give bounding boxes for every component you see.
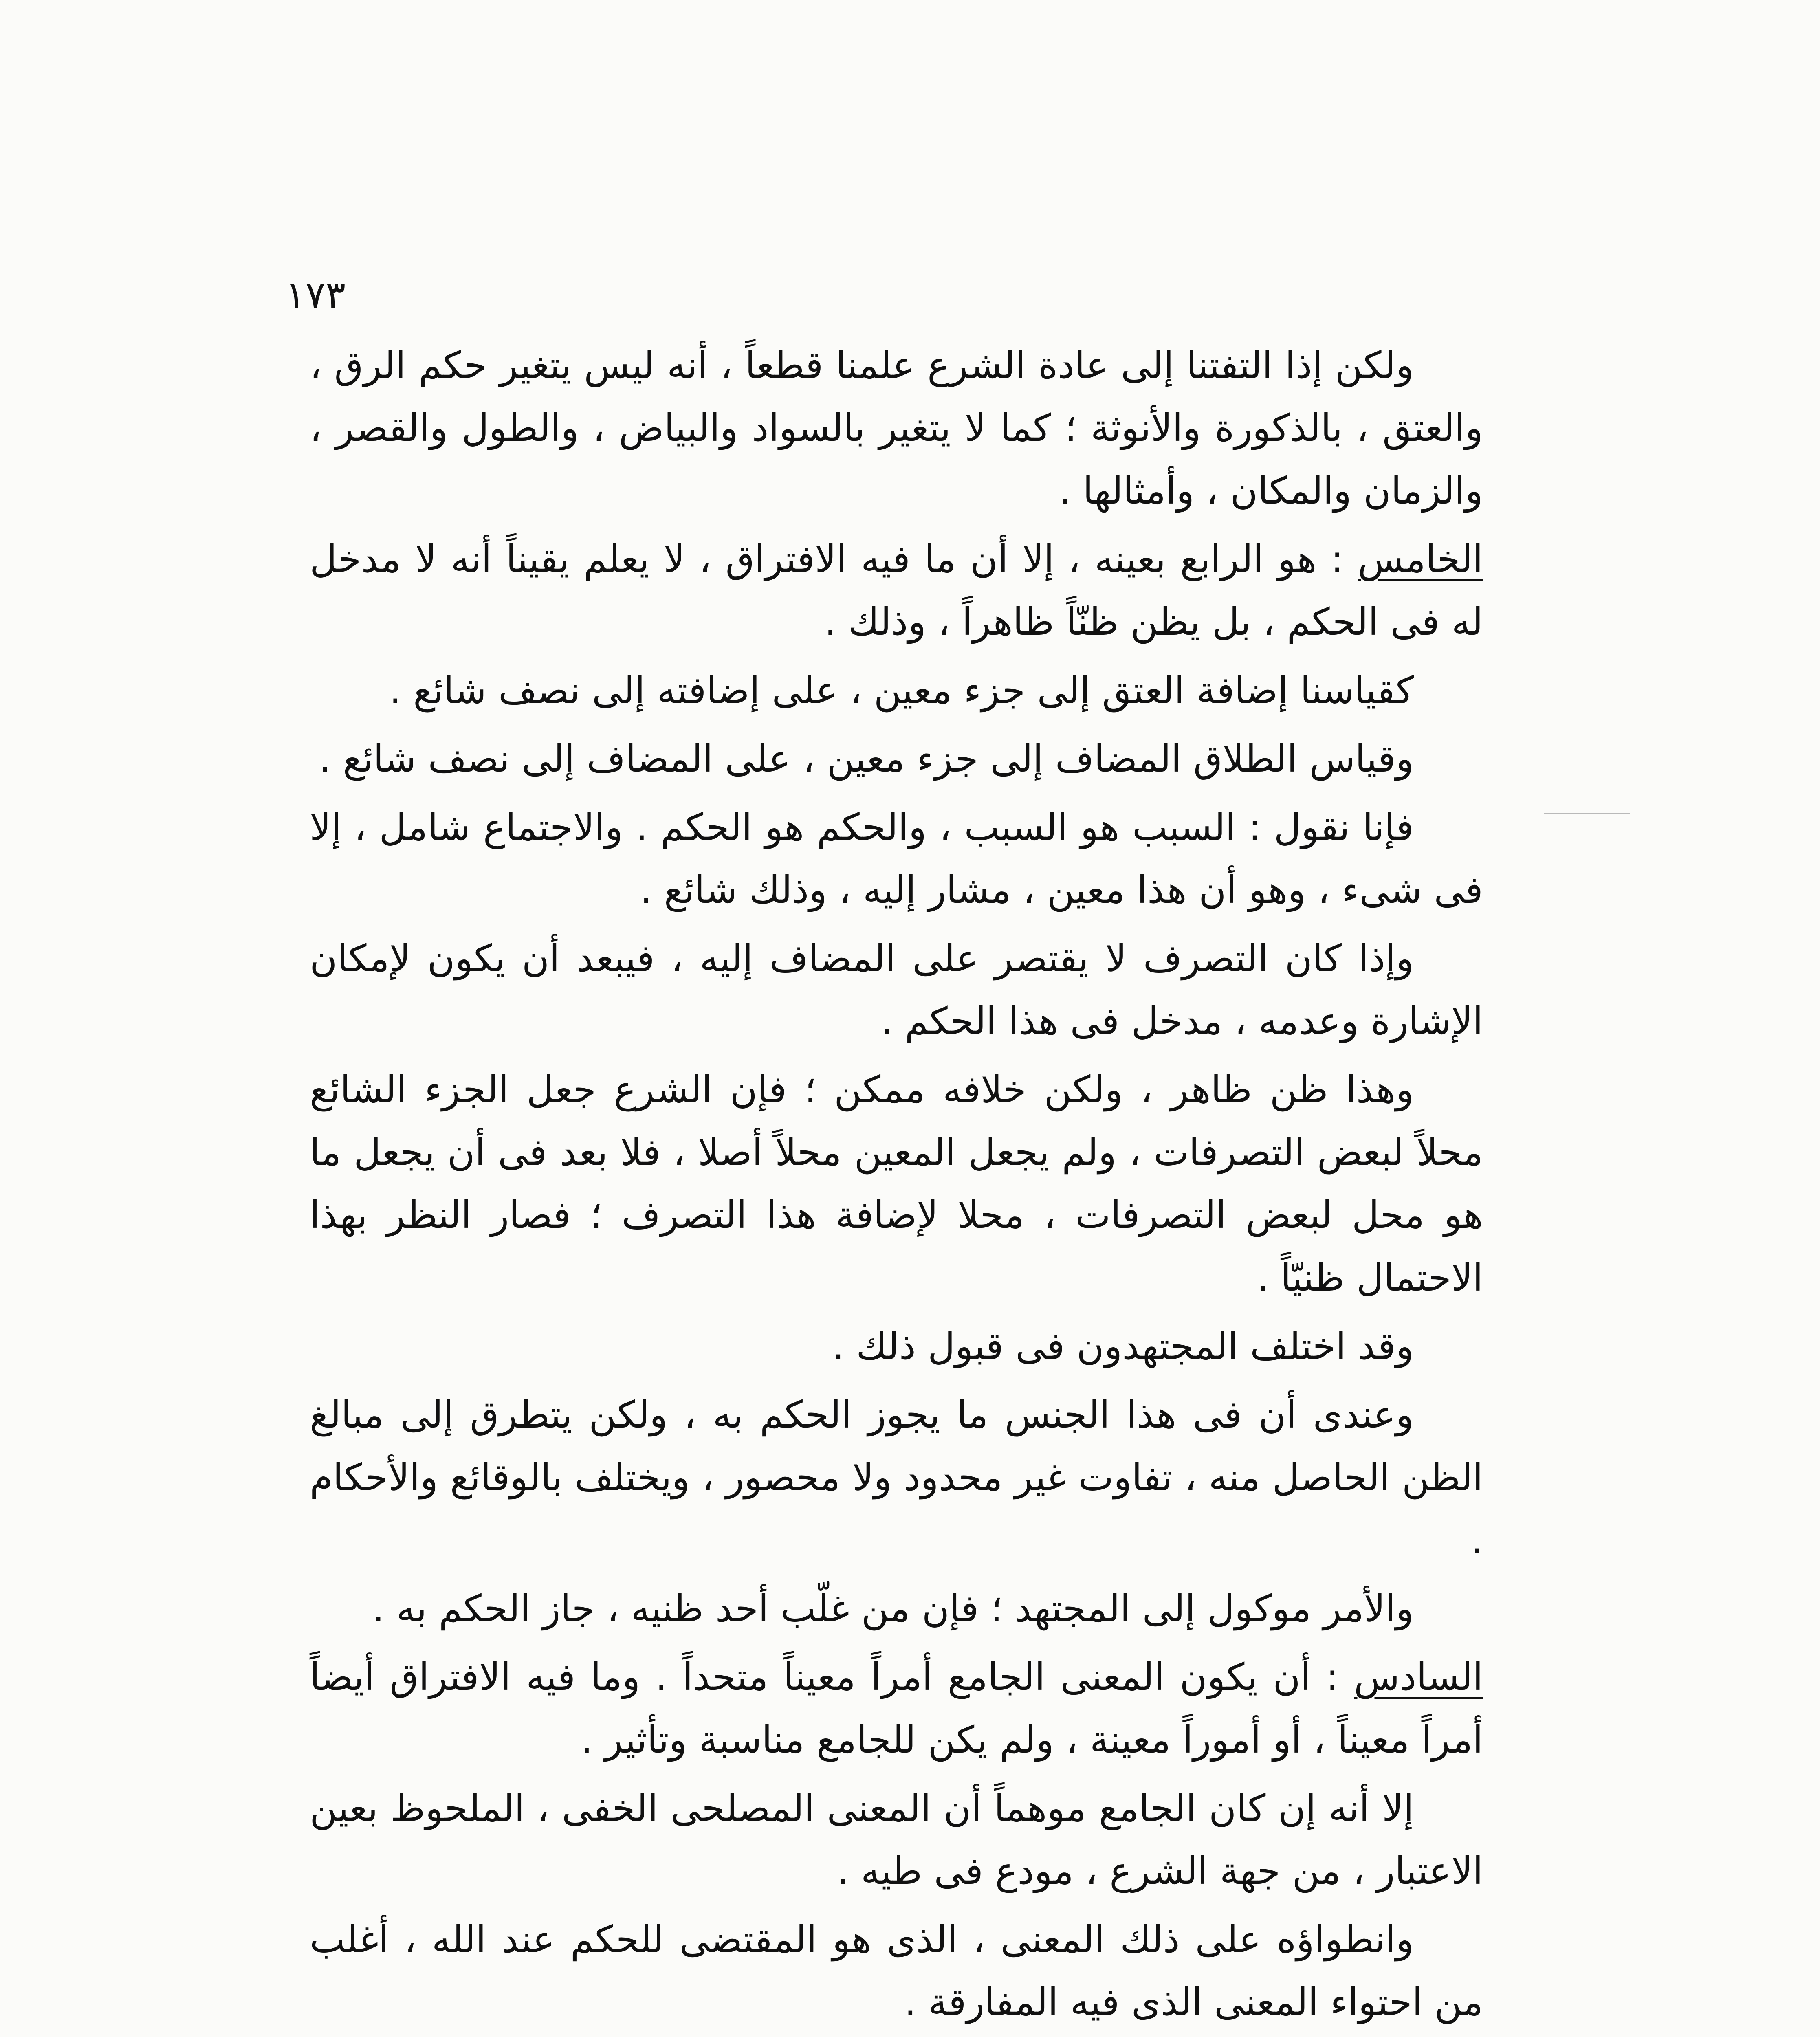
paragraph-13 — [310, 1908, 1483, 2034]
paragraph-3-text: كقياسنا إضافة العتق إلى جزء معين ، على إضافته إلى نصف شائع . — [389, 669, 1414, 712]
paragraph-11 — [310, 1646, 1483, 1771]
paragraph-4 — [310, 728, 1483, 790]
main-text — [310, 334, 1483, 2037]
paragraph-9-text: وعندى أن فى هذا الجنس ما يجوز الحكم به ، ولكن يتطرق إلى مبالغ الظن الحاصل منه ، تفاوت غير محدود ولا محصور ، ويختلف بالوقائع والأحكام . — [310, 1393, 1483, 1562]
paragraph-10-text: والأمر موكول إلى المجتهد ؛ فإن من غلّب أحد ظنيه ، جاز الحكم به . — [372, 1587, 1414, 1630]
paragraph-10 — [310, 1577, 1483, 1640]
paragraph-5-text: فإنا نقول : السبب هو السبب ، والحكم هو الحكم . والاجتماع شامل ، إلا فى شىء ، وهو أن هذا معين ، مشار إليه ، وذلك شائع . — [310, 805, 1483, 912]
paragraph-5 — [310, 796, 1483, 922]
section-heading-sadis: السادس — [1354, 1655, 1483, 1699]
paragraph-2-text: : هو الرابع بعينه ، إلا أن ما فيه الافتراق ، لا يعلم يقيناً أنه لا مدخل له فى الحكم ، بل يظن ظنّاً ظاهراً ، وذلك . — [310, 537, 1483, 644]
section-heading-khamis: الخامس — [1358, 537, 1483, 581]
paragraph-6 — [310, 927, 1483, 1053]
paragraph-11-text: : أن يكون المعنى الجامع أمراً معيناً متحداً . وما فيه الافتراق أيضاً أمراً معيناً ، أو أموراً معينة ، ولم يكن للجامع مناسبة وتأثير . — [310, 1655, 1483, 1762]
stray-mark — [1544, 813, 1630, 814]
paragraph-9 — [310, 1384, 1483, 1572]
paragraph-6-text: وإذا كان التصرف لا يقتصر على المضاف إليه ، فيبعد أن يكون لإمكان الإشارة وعدمه ، مدخل فى هذا الحكم . — [310, 937, 1483, 1043]
paragraph-2 — [310, 528, 1483, 653]
paragraph-1-text: ولكن إذا التفتنا إلى عادة الشرع علمنا قطعاً ، أنه ليس يتغير حكم الرق ، والعتق ، بالذكورة والأنوثة ؛ كما لا يتغير بالسواد والبياض ، والطول والقصر ، والزمان والمكان ، وأمثالها . — [310, 343, 1483, 513]
page-number: ١٧٣ — [285, 273, 346, 317]
paragraph-7-text: وهذا ظن ظاهر ، ولكن خلافه ممكن ؛ فإن الشرع جعل الجزء الشائع محلاً لبعض التصرفات ، ولم يجعل المعين محلاً أصلا ، فلا بعد فى أن يجعل ما هو محل لبعض التصرفات ، محلا لإضافة هذا التصرف ؛ فصار النظر بهذا الاحتمال ظنيّاً . — [310, 1068, 1483, 1300]
paragraph-4-text: وقياس الطلاق المضاف إلى جزء معين ، على المضاف إلى نصف شائع . — [319, 737, 1414, 781]
paragraph-12-text: إلا أنه إن كان الجامع موهماً أن المعنى المصلحى الخفى ، الملحوظ بعين الاعتبار ، من جهة الشرع ، مودع فى طيه . — [310, 1786, 1483, 1893]
paragraph-1 — [310, 334, 1483, 522]
paragraph-13-text: وانطواؤه على ذلك المعنى ، الذى هو المقتضى للحكم عند الله ، أغلب من احتواء المعنى الذى فيه المفارقة . — [310, 1918, 1483, 2024]
paragraph-12 — [310, 1777, 1483, 1903]
paragraph-3 — [310, 659, 1483, 722]
paragraph-8-text: وقد اختلف المجتهدون فى قبول ذلك . — [832, 1324, 1414, 1368]
paragraph-7 — [310, 1058, 1483, 1309]
paragraph-8 — [310, 1315, 1483, 1378]
